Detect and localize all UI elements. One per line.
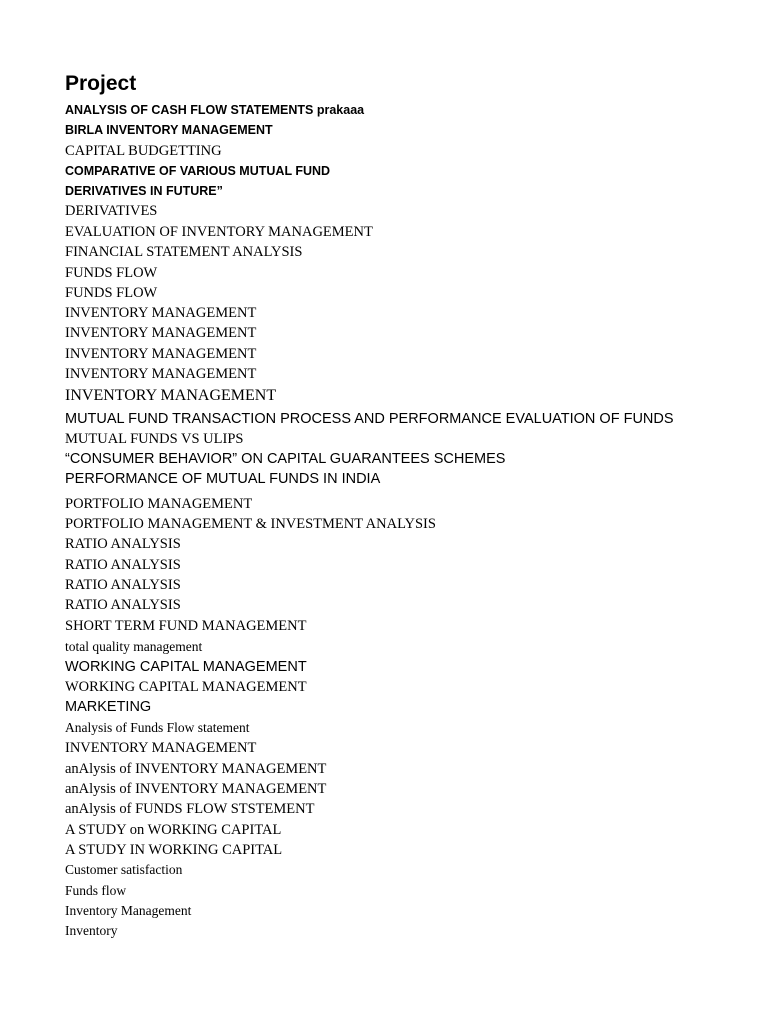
project-title-line: total quality management <box>65 639 203 654</box>
project-title-line: FINANCIAL STATEMENT ANALYSIS <box>65 244 303 260</box>
project-title-line: Analysis of Funds Flow statement <box>65 720 250 735</box>
project-title-line: A STUDY IN WORKING CAPITAL <box>65 842 283 858</box>
project-title-line: FUNDS FLOW <box>65 265 158 281</box>
project-title-line: SHORT TERM FUND MANAGEMENT <box>65 618 307 634</box>
project-title-line: ANALYSIS OF CASH FLOW STATEMENTS prakaaa <box>65 103 365 117</box>
project-title-line: MUTUAL FUNDS VS ULIPS <box>65 431 244 447</box>
project-title-line: INVENTORY MANAGEMENT <box>65 740 257 756</box>
project-title-line: anAlysis of INVENTORY MANAGEMENT <box>65 761 327 777</box>
project-title-line: WORKING CAPITAL MANAGEMENT <box>65 679 307 695</box>
project-title-line: INVENTORY MANAGEMENT <box>65 325 257 341</box>
project-title-line: anAlysis of INVENTORY MANAGEMENT <box>65 781 327 797</box>
project-title-line: EVALUATION OF INVENTORY MANAGEMENT <box>65 224 373 240</box>
project-title-line: COMPARATIVE OF VARIOUS MUTUAL FUND <box>65 164 331 178</box>
project-title-line: Inventory Management <box>65 903 192 918</box>
project-title-line: anAlysis of FUNDS FLOW STSTEMENT <box>65 801 315 817</box>
project-title-line: FUNDS FLOW <box>65 285 158 301</box>
project-title-line: MUTUAL FUND TRANSACTION PROCESS AND PERFORMANCE EVALUATION OF FUNDS <box>65 411 674 427</box>
project-title-line: Inventory <box>65 923 118 938</box>
project-title-line: “CONSUMER BEHAVIOR” ON CAPITAL GUARANTEES SCHEMES <box>65 451 506 467</box>
project-title-line: INVENTORY MANAGEMENT <box>65 305 257 321</box>
project-title-line: RATIO ANALYSIS <box>65 536 181 552</box>
project-title-line: Funds flow <box>65 883 127 898</box>
project-title-line: PORTFOLIO MANAGEMENT <box>65 496 253 512</box>
project-title-line: Customer satisfaction <box>65 862 183 877</box>
project-title-line: INVENTORY MANAGEMENT <box>65 346 257 362</box>
project-title-line: DERIVATIVES IN FUTURE” <box>65 184 223 198</box>
project-title-line: WORKING CAPITAL MANAGEMENT <box>65 659 307 675</box>
project-title-line: MARKETING <box>65 699 152 715</box>
project-title-line: A STUDY on WORKING CAPITAL <box>65 822 282 838</box>
project-title-line: CAPITAL BUDGETTING <box>65 143 222 159</box>
project-title-line: RATIO ANALYSIS <box>65 577 181 593</box>
project-title-line: DERIVATIVES <box>65 203 158 219</box>
project-title-line: PORTFOLIO MANAGEMENT & INVESTMENT ANALYSIS <box>65 516 436 532</box>
project-title-line: INVENTORY MANAGEMENT <box>65 366 257 382</box>
page-title: Project <box>65 72 137 95</box>
project-title-line: BIRLA INVENTORY MANAGEMENT <box>65 123 273 137</box>
project-title-line: RATIO ANALYSIS <box>65 557 181 573</box>
project-title-line: INVENTORY MANAGEMENT <box>65 387 277 404</box>
project-title-line: RATIO ANALYSIS <box>65 597 181 613</box>
project-title-line: PERFORMANCE OF MUTUAL FUNDS IN INDIA <box>65 471 381 487</box>
